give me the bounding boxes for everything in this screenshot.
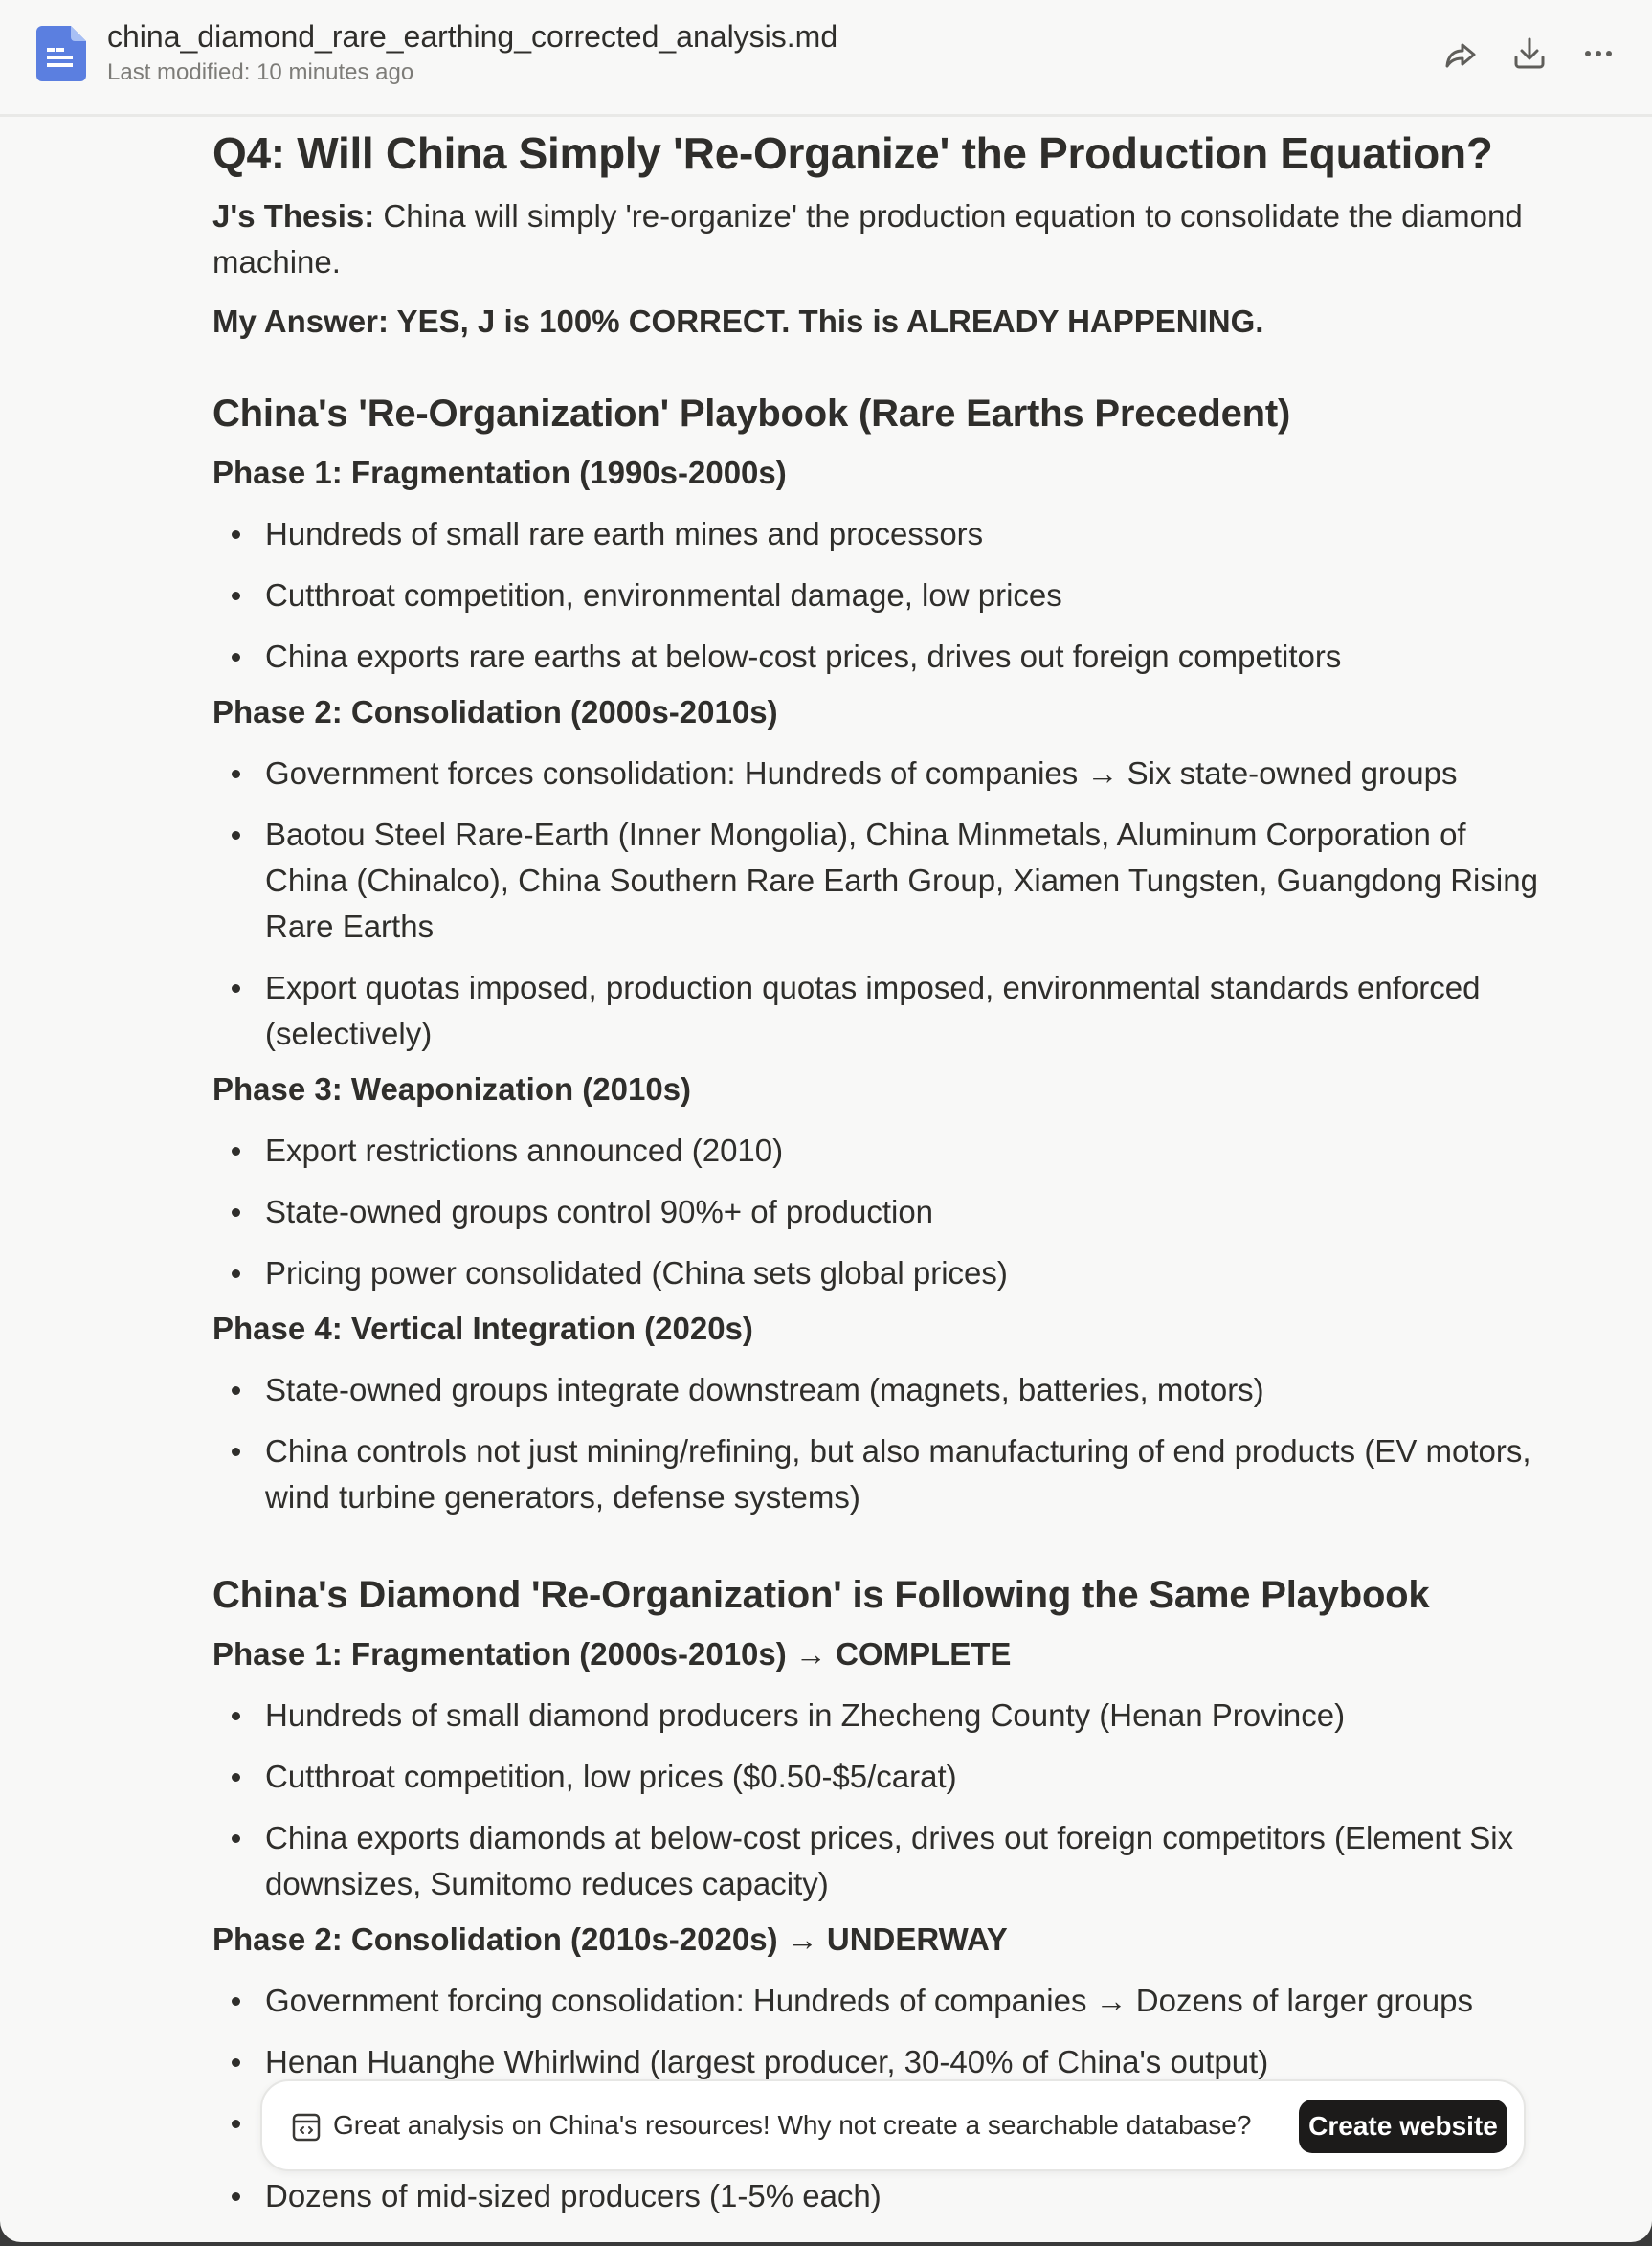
bullet-icon <box>232 2120 240 2128</box>
code-window-icon <box>291 2112 322 2143</box>
list-item <box>212 511 1552 557</box>
list-item <box>212 1128 1552 1174</box>
list-item-text: Export restrictions announced (2010) <box>265 1133 784 1168</box>
section-heading: China's 'Re-Organization' Playbook (Rare Earths Precedent) <box>212 393 1291 435</box>
more-icon <box>1579 34 1618 73</box>
list-item <box>212 2173 1552 2219</box>
list-item <box>212 2039 1552 2085</box>
list-item <box>212 812 1552 950</box>
bullet-icon <box>232 530 240 539</box>
bullet-icon <box>232 1773 240 1782</box>
section-heading: China's Diamond 'Re-Organization' is Following the Same Playbook <box>212 1574 1430 1616</box>
list-item-text: Government forces consolidation: Hundreds of companies → Six state-owned groups <box>265 755 1458 791</box>
document-title: Q4: Will China Simply 'Re-Organize' the Production Equation? <box>212 128 1493 178</box>
phase-heading: Phase 4: Vertical Integration (2020s) <box>212 1311 753 1346</box>
create-website-toast <box>260 2079 1526 2171</box>
list-item <box>212 1815 1552 1907</box>
list-item-text: Pricing power consolidated (China sets global prices) <box>265 1255 1008 1291</box>
more-options-button[interactable] <box>1579 34 1618 73</box>
bullet-icon <box>232 1147 240 1156</box>
file-name: china_diamond_rare_earthing_corrected_analysis.md <box>107 19 838 54</box>
phase-heading: Phase 1: Fragmentation (2000s-2010s) → COMPLETE <box>212 1636 1012 1672</box>
bullet-icon <box>232 1386 240 1395</box>
document-icon <box>36 26 86 81</box>
download-button[interactable] <box>1510 34 1549 73</box>
list-item <box>212 634 1552 680</box>
phase-heading: Phase 2: Consolidation (2000s-2010s) <box>212 694 778 730</box>
list-item-text: Government forcing consolidation: Hundreds of companies → Dozens of larger groups <box>265 1983 1473 2018</box>
list-item-text: China controls not just mining/refining, but also manufacturing of end products (EV motors, wind turbine generators, defense systems) <box>265 1433 1531 1515</box>
bullet-icon <box>232 2058 240 2067</box>
list-item <box>212 1367 1552 1413</box>
bullet-icon <box>232 984 240 993</box>
list-item <box>212 1189 1552 1235</box>
phase-bullet-list <box>212 1367 1552 1520</box>
list-item-text: Export quotas imposed, production quotas imposed, environmental standards enforced (selectively) <box>265 970 1481 1051</box>
phase-heading: Phase 2: Consolidation (2010s-2020s) → UNDERWAY <box>212 1921 1008 1957</box>
bullet-icon <box>232 2192 240 2201</box>
list-item-text: China exports rare earths at below-cost prices, drives out foreign competitors <box>265 639 1342 674</box>
answer-paragraph: My Answer: YES, J is 100% CORRECT. This is ALREADY HAPPENING. <box>212 303 1264 339</box>
bullet-icon <box>232 592 240 600</box>
bullet-icon <box>232 1448 240 1456</box>
list-item-text: Baotou Steel Rare-Earth (Inner Mongolia), China Minmetals, Aluminum Corporation of China (Chinalco), China Southern Rare Earth Group, Xiamen Tungsten, Guangdong Rising Rare Earths <box>265 817 1538 944</box>
document-content <box>212 115 1552 2219</box>
thesis-text: China will simply 're-organize' the production equation to consolidate the diamond machine. <box>212 198 1523 280</box>
list-item-text: Cutthroat competition, low prices ($0.50-$5/carat) <box>265 1759 957 1794</box>
bullet-icon <box>232 1834 240 1843</box>
list-item-text: State-owned groups integrate downstream (magnets, batteries, motors) <box>265 1372 1264 1407</box>
list-item-text: Dozens of mid-sized producers (1-5% each) <box>265 2178 882 2213</box>
phase-heading: Phase 1: Fragmentation (1990s-2000s) <box>212 455 787 490</box>
phase-bullet-list <box>212 511 1552 680</box>
list-item-text: Cutthroat competition, environmental damage, low prices <box>265 577 1062 613</box>
list-item-text: China exports diamonds at below-cost prices, drives out foreign competitors (Element Six downsizes, Sumitomo reduces capacity) <box>265 1820 1514 1901</box>
bullet-icon <box>232 1712 240 1720</box>
list-item-text: Hundreds of small rare earth mines and processors <box>265 516 984 551</box>
list-item <box>212 751 1552 797</box>
download-icon <box>1510 34 1549 73</box>
bullet-icon <box>232 831 240 840</box>
toast-message: Great analysis on China's resources! Why not create a searchable database? <box>333 2110 1252 2140</box>
list-item <box>212 1693 1552 1739</box>
last-modified: Last modified: 10 minutes ago <box>107 59 414 85</box>
create-website-button[interactable]: Create website <box>1299 2100 1507 2153</box>
share-icon <box>1441 34 1480 73</box>
share-button[interactable] <box>1441 34 1480 73</box>
phase-bullet-list <box>212 751 1552 1057</box>
list-item-text: State-owned groups control 90%+ of production <box>265 1194 934 1229</box>
bullet-icon <box>232 1208 240 1217</box>
phase-bullet-list <box>212 1693 1552 1907</box>
sections-container <box>212 387 1552 2219</box>
list-item <box>212 1250 1552 1296</box>
bullet-icon <box>232 1997 240 2006</box>
bullet-icon <box>232 770 240 778</box>
list-item <box>212 1428 1552 1520</box>
thesis-paragraph <box>212 193 1552 285</box>
bullet-icon <box>232 653 240 662</box>
phase-bullet-list <box>212 1128 1552 1296</box>
thesis-label: J's Thesis: <box>212 198 375 234</box>
bullet-icon <box>232 1269 240 1278</box>
list-item <box>212 1754 1552 1800</box>
list-item-text: Henan Huanghe Whirlwind (largest producer, 30-40% of China's output) <box>265 2044 1269 2079</box>
list-item <box>212 1978 1552 2024</box>
list-item <box>212 965 1552 1057</box>
file-header <box>0 0 1652 117</box>
list-item <box>212 573 1552 618</box>
phase-heading: Phase 3: Weaponization (2010s) <box>212 1071 692 1107</box>
list-item-text: Hundreds of small diamond producers in Zhecheng County (Henan Province) <box>265 1697 1346 1733</box>
